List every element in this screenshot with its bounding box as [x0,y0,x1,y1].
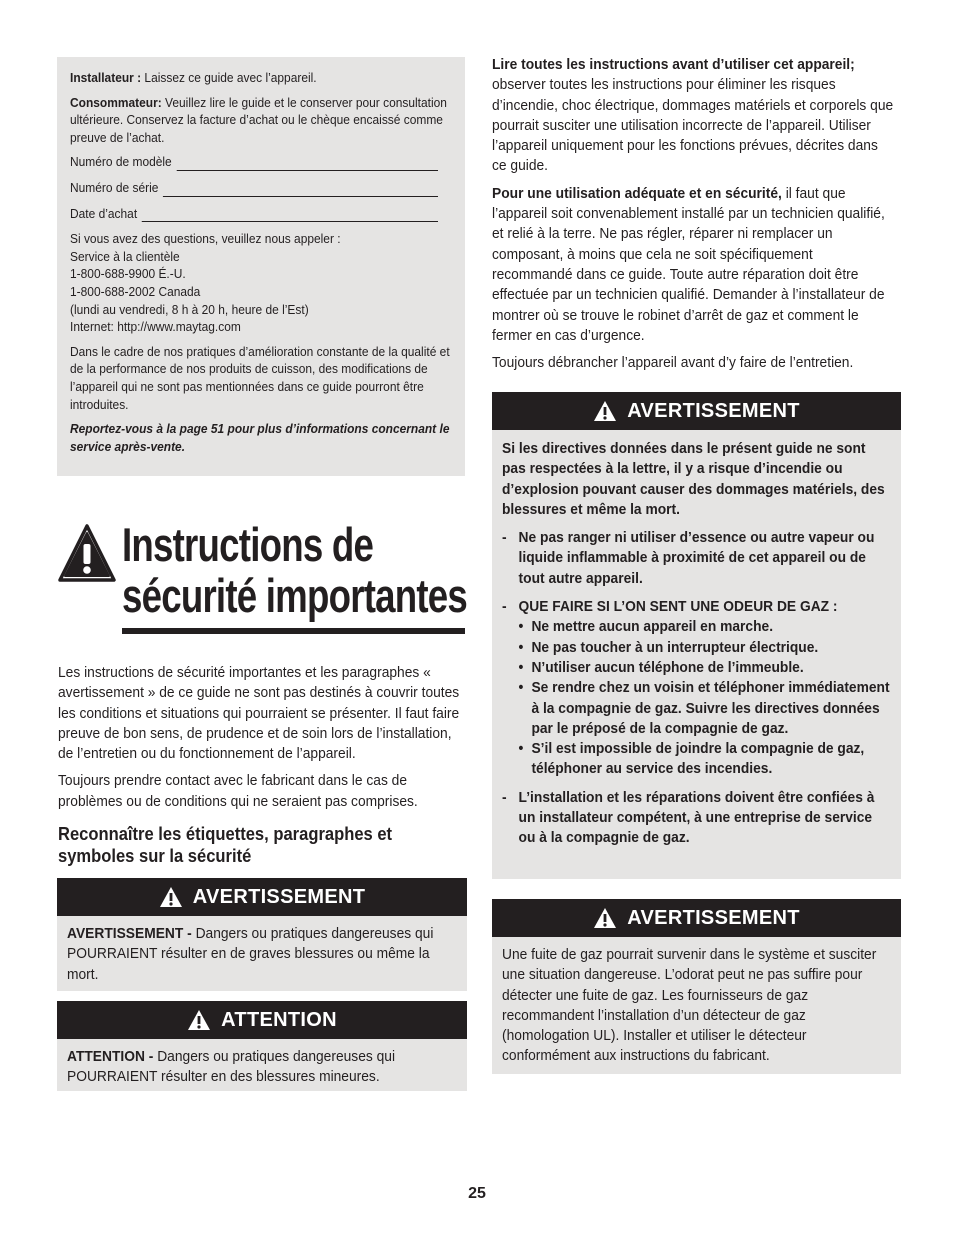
caution-definition-body [57,1039,467,1098]
gas-warning-body [492,430,901,859]
gas-smell-step [519,617,891,637]
dash-marker: - [502,598,507,616]
gas-warning-item-3 [502,788,891,849]
general-instructions [492,55,896,380]
internet-address: Internet: http://www.maytag.com [70,319,241,335]
item-text: Ne pas ranger ni utiliser d’essence ou autre vapeur ou liquide inflammable à proximité de cet appareil ou de tout autre appareil. [518,529,875,587]
installer-text: Laissez ce guide avec l’appareil. [141,70,317,85]
safety-intro-content [58,663,470,819]
gas-leak-warning-body [492,937,901,1077]
gas-warning-item-1 [502,528,891,589]
gas-leak-warning-icon [593,907,617,929]
owner-info-box [57,57,465,476]
date-blank-line [142,209,439,222]
serial-blank-line [163,184,438,197]
step-text: Ne mettre aucun appareil en marche. [531,618,774,636]
bullet-marker: • [518,658,524,676]
read-instructions-text: observer toutes les instructions pour éliminer les risques d’incendie, choc électrique, dommages matériels et corporels que pourrait susciter une utilisation incorrecte de l’appareil. Utiliser l’appareil uniquement pour les fonctions prévues, décrites dans ce guide. [492,76,894,175]
title-line-2: sécurité importantes [122,569,468,622]
read-instructions-paragraph [492,55,896,177]
phone-us: 1-800-688-9900 É.-U. [70,266,186,282]
bullet-marker: • [518,679,524,697]
read-instructions-label: Lire toutes les instructions avant d’utiliser cet appareil; [492,56,855,73]
warning-triangle-icon [58,524,116,584]
gas-smell-step [519,658,891,678]
warning-definition-content [67,924,457,985]
warning-definition-header [57,878,467,916]
step-text: N’utiliser aucun téléphone de l’immeuble. [531,658,804,676]
consumer-note [70,94,455,147]
customer-service: Service à la clientèle [70,248,180,264]
gas-smell-step [519,678,891,739]
serial-label: Numéro de série [70,179,159,195]
item-text: QUE FAIRE SI L’ON SENT UNE ODEUR DE GAZ : [518,598,838,616]
service-hours: (lundi au vendredi, 8 h à 20 h, heure de l’Est) [70,301,309,317]
date-label: Date d’achat [70,205,138,221]
warning-definition-text: Dangers ou pratiques dangereuses qui POURRAIENT résulter en de graves blessures ou même la mort. [67,925,434,983]
service-reference: Reportez-vous à la page 51 pour plus d’informations concernant le service après-vente. [70,421,450,454]
questions-intro: Si vous avez des questions, veuillez nous appeler : [70,231,341,247]
page-number: 25 [468,1185,486,1202]
warning-definition-body [57,916,467,995]
dash-marker: - [502,529,507,547]
gas-warning-box [492,392,901,879]
serial-number-field [70,179,455,197]
bullet-marker: • [518,740,524,758]
bullet-marker: • [518,618,524,636]
bullet-marker: • [518,638,524,656]
warning-definition-title: AVERTISSEMENT [192,885,366,908]
caution-definition-header [57,1001,467,1039]
warning-icon [159,886,183,908]
gas-smell-step [519,739,891,780]
step-text: Ne pas toucher à un interrupteur électrique. [531,638,819,656]
model-blank-line [176,158,438,171]
intro-paragraph-2: Toujours prendre contact avec le fabricant dans le cas de problèmes ou de conditions qui ne seraient pas comprises. [58,772,418,810]
step-text: Se rendre chez un voisin et téléphoner immédiatement à la compagnie de gaz. Suivre les directives données par le préposé de la compagnie de gaz. [531,679,890,737]
warning-definition-label: AVERTISSEMENT - [67,925,192,942]
caution-definition-title: ATTENTION [221,1008,337,1031]
gas-leak-warning-header [492,899,901,937]
proper-use-label: Pour une utilisation adéquate et en sécurité, [492,184,782,202]
proper-use-text: il faut que l’appareil soit convenablement installé par un technicien qualifié, et relié à la terre. Ne pas régler, réparer ni remplacer un composant, à moins que cela ne soit spécifiquement recommandé dans ce guide. Toute autre réparation doit être effectuée par un technicien qualifié. Demander à l’installateur de montrer où se trouve le robinet d’arrêt de gaz et comment le fermer en cas d’urgence. [492,184,885,344]
gas-smell-step [519,638,891,658]
model-label: Numéro de modèle [70,154,172,170]
proper-use-paragraph [492,184,896,346]
intro-paragraph-1: Les instructions de sécurité importantes et les paragraphes « avertissement » de ce guide ne sont pas destinés à couvrir toutes les conditions et situations qui pourraient se présenter. Il faut faire preuve de bon sens, de prudence et de soin lors de l’installation, de l’entretien ou du fonctionnement de l’appareil. [58,664,460,763]
consumer-text: Veuillez lire le guide et le conserver pour consultation ultérieure. Conservez la facture d’achat ou le chèque encaissé comme preuve de l’achat. [70,94,447,145]
safety-intro [58,663,470,819]
installer-note [70,69,455,87]
gas-warning-header [492,392,901,430]
caution-icon [187,1009,211,1031]
caution-definition-label: ATTENTION - [67,1048,154,1065]
title-line-1: Instructions de [122,518,374,571]
improvement-note: Dans le cadre de nos pratiques d’amélioration constante de la qualité et de la performance de nos produits de cuisson, des modifications de l’appareil qui ne sont pas mentionnées dans ce guide pourront être introduites. [70,343,450,412]
title-underline [122,628,465,634]
gas-warning-icon [593,400,617,422]
gas-leak-warning-box [492,899,901,1074]
gas-warning-title: AVERTISSEMENT [627,399,800,422]
caution-definition-text: Dangers ou pratiques dangereuses qui POURRAIENT résulter en des blessures mineures. [67,1048,396,1086]
item-text: L’installation et les réparations doivent être confiées à un installateur compétent, à une entreprise de service ou à la compagnie de gaz. [518,788,875,847]
general-instructions-content [492,55,896,380]
gas-warning-item-2 [502,597,891,617]
section-subheading [58,823,468,867]
info-box-content [70,69,455,455]
warning-definition-box [57,878,467,991]
caution-definition-box [57,1001,467,1091]
gas-leak-warning-title: AVERTISSEMENT [627,906,800,929]
step-text: S’il est impossible de joindre la compagnie de gaz, téléphoner au service des incendies. [531,740,865,778]
purchase-date-field [70,205,455,223]
gas-warning-content [502,439,891,849]
caution-definition-content [67,1047,457,1088]
dash-marker: - [502,788,507,806]
model-number-field [70,153,455,171]
installer-label: Installateur : [70,70,142,85]
gas-warning-intro: Si les directives données dans le présent guide ne sont pas respectées à la lettre, il y a risque d’incendie ou d’explosion pouvant causer des dommages matériels, des blessures et même la mort. [502,440,885,518]
subheading-text: Reconnaître les étiquettes, paragraphes et symboles sur la sécurité [58,824,393,866]
phone-canada: 1-800-688-2002 Canada [70,283,201,299]
unplug-note: Toujours débrancher l’appareil avant d’y faire de l’entretien. [492,354,854,372]
page-title [122,518,468,622]
gas-leak-warning-text: Une fuite de gaz pourrait survenir dans le système et susciter une situation dangereuse. L’odorat peut ne pas suffire pour détecter une fuite de gaz. Les fournisseurs de gaz recommandent l’installation d’un détecteur de gaz (homologation UL). Installer et utiliser le détecteur conformément aux instructions du fabricant. [502,946,877,1065]
consumer-label: Consommateur: [70,94,162,110]
